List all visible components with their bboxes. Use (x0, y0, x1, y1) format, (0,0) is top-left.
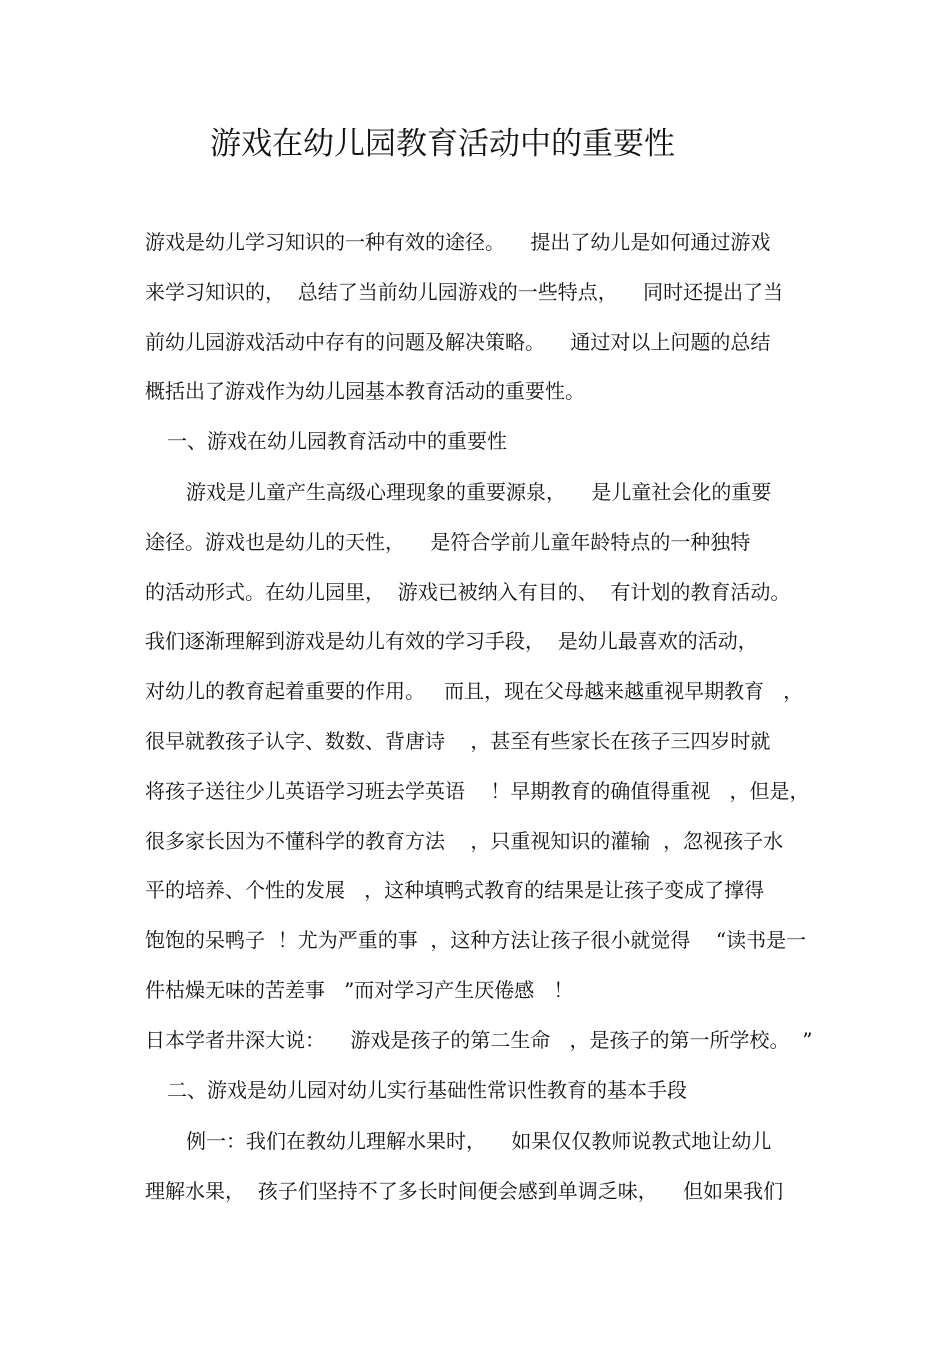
paragraph-line: 游戏是儿童产生高级心理现象的重要源泉， 是儿童社会化的重要 (186, 480, 772, 504)
paragraph-line: 途径。游戏也是幼儿的天性， 是符合学前儿童年龄特点的一种独特 (145, 530, 751, 554)
paragraph-line: 平的培养、个性的发展 ，这种填鸭式教育的结果是让孩子变成了撑得 (145, 878, 765, 902)
paragraph-line: 对幼儿的教育起着重要的作用。 而且，现在父母越来越重视早期教育 ， (145, 679, 804, 703)
paragraph-line: 的活动形式。在幼儿园里， 游戏已被纳入有目的、 有计划的教育活动。 (145, 580, 791, 604)
paragraph-line: 概括出了游戏作为幼儿园基本教育活动的重要性。 (145, 379, 585, 403)
paragraph-line: 理解水果， 孩子们坚持不了多长时间便会感到单调乏味， 但如果我们 (145, 1179, 784, 1203)
document-title: 游戏在幼儿园教育活动中的重要性 (210, 126, 675, 162)
paragraph-line: 前幼儿园游戏活动中存有的问题及解决策略。 通过对以上问题的总结 (145, 330, 771, 354)
quote-line: 日本学者井深大说： 游戏是孩子的第二生命 ，是孩子的第一所学校。 ” (145, 1028, 813, 1052)
paragraph-line: 件枯燥无味的苦差事 ”而对学习产生厌倦感 ！ (145, 978, 574, 1002)
section-heading: 一、游戏在幼儿园教育活动中的重要性 (167, 429, 507, 453)
paragraph-line: 游戏是幼儿学习知识的一种有效的途径。 提出了幼儿是如何通过游戏 (145, 230, 771, 254)
paragraph-line: 来学习知识的， 总结了当前幼儿园游戏的一些特点， 同时还提出了当 (145, 280, 784, 304)
paragraph-line: 例一：我们在教幼儿理解水果时， 如果仅仅教师说教式地让幼儿 (186, 1129, 772, 1153)
paragraph-line: 很多家长因为不懂科学的教育方法 ，只重视知识的灌输 ，忽视孩子水 (145, 829, 784, 853)
section-heading: 二、游戏是幼儿园对幼儿实行基础性常识性教育的基本手段 (167, 1078, 687, 1102)
paragraph-line: 很早就教孩子认字、数数、背唐诗 ，甚至有些家长在孩子三四岁时就 (145, 729, 771, 753)
paragraph-line: 将孩子送往少儿英语学习班去学英语 ！早期教育的确值得重视 ，但是， (145, 779, 810, 803)
paragraph-line: 饱饱的呆鸭子 ！尤为严重的事 ，这种方法让孩子很小就觉得 “读书是一 (145, 928, 807, 952)
paragraph-line: 我们逐渐理解到游戏是幼儿有效的学习手段， 是幼儿最喜欢的活动， (145, 629, 758, 653)
